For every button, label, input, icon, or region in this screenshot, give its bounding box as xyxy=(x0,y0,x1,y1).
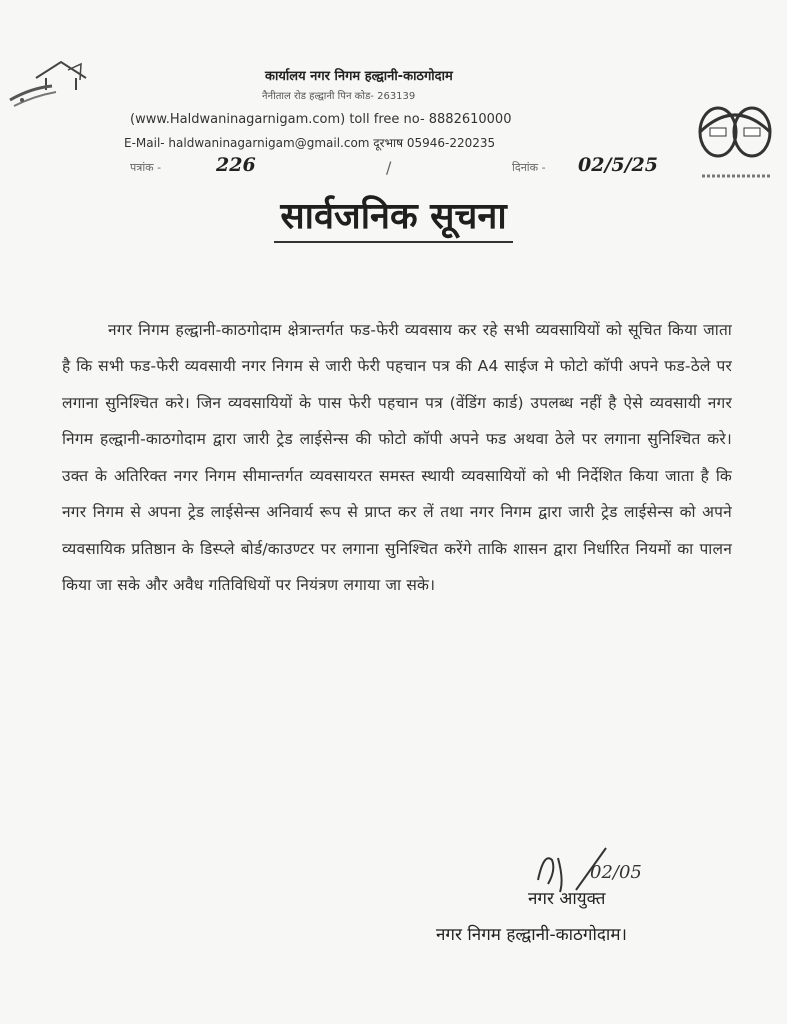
swachh-bharat-logo xyxy=(692,92,782,192)
patrank-value: 226 xyxy=(216,154,256,176)
notice-title xyxy=(0,190,787,243)
website-line: (www.Haldwaninagarnigam.com) toll free no- 8882610000 xyxy=(130,112,512,127)
signature-date: 02/05 xyxy=(590,862,642,883)
notice-body: नगर निगम हल्द्वानी-काठगोदाम क्षेत्रान्तर्गत फड-फेरी व्यवसाय कर रहे सभी व्यवसायियों को सूचित किया जाता है कि सभी फड-फेरी व्यवसायी नगर निगम से जारी फेरी पहचान पत्र की A4 साईज मे फोटो कॉपी अपने फड-ठेले पर लगाना सुनिश्चित करे। जिन व्यवसायियों के पास फेरी पहचान पत्र (वेंडिंग कार्ड) उपलब्ध नहीं है ऐसे व्यवसायी नगर निगम हल्द्वानी-काठगोदाम द्वारा जारी ट्रेड लाईसेन्स की फोटो कॉपी अपने फड अथवा ठेले पर लगाना सुनिश्चित करे। उक्त के अतिरिक्त नगर निगम सीमान्तर्गत व्यवसायरत समस्त स्थायी व्यवसायियों को भी निर्देशित किया जाता है कि नगर निगम से अपना ट्रेड लाईसेन्स अनिवार्य रूप से प्राप्त कर लें तथा नगर निगम द्वारा जारी ट्रेड लाईसेन्स को अपने व्यवसायिक प्रतिष्ठान के डिस्प्ले बोर्ड/काउण्टर पर लगाना सुनिश्चित करेंगे ताकि शासन द्वारा निर्धारित नियमों का पालन किया जा सके और अवैध गतिविधियों पर नियंत्रण लगाया जा सके। xyxy=(62,320,732,594)
reference-separator: / xyxy=(386,158,392,177)
signatory-organization: नगर निगम हल्द्वानी-काठगोदाम। xyxy=(436,925,627,945)
patrank-label: पत्रांक - xyxy=(130,161,162,174)
corporation-logo xyxy=(6,50,106,120)
date-value: 02/5/25 xyxy=(578,154,658,176)
office-address: नैनीताल रोड हल्द्वानी पिन कोड- 263139 xyxy=(262,91,416,102)
office-name: कार्यालय नगर निगम हल्द्वानी-काठगोदाम xyxy=(265,69,453,84)
signatory-designation: नगर आयुक्त xyxy=(528,889,606,909)
date-label: दिनांक - xyxy=(512,161,546,174)
notice-title-text: सार्वजनिक सूचना xyxy=(274,190,512,243)
email-line: E-Mail- haldwaninagarnigam@gmail.com दूरभाष 05946-220235 xyxy=(124,136,496,150)
